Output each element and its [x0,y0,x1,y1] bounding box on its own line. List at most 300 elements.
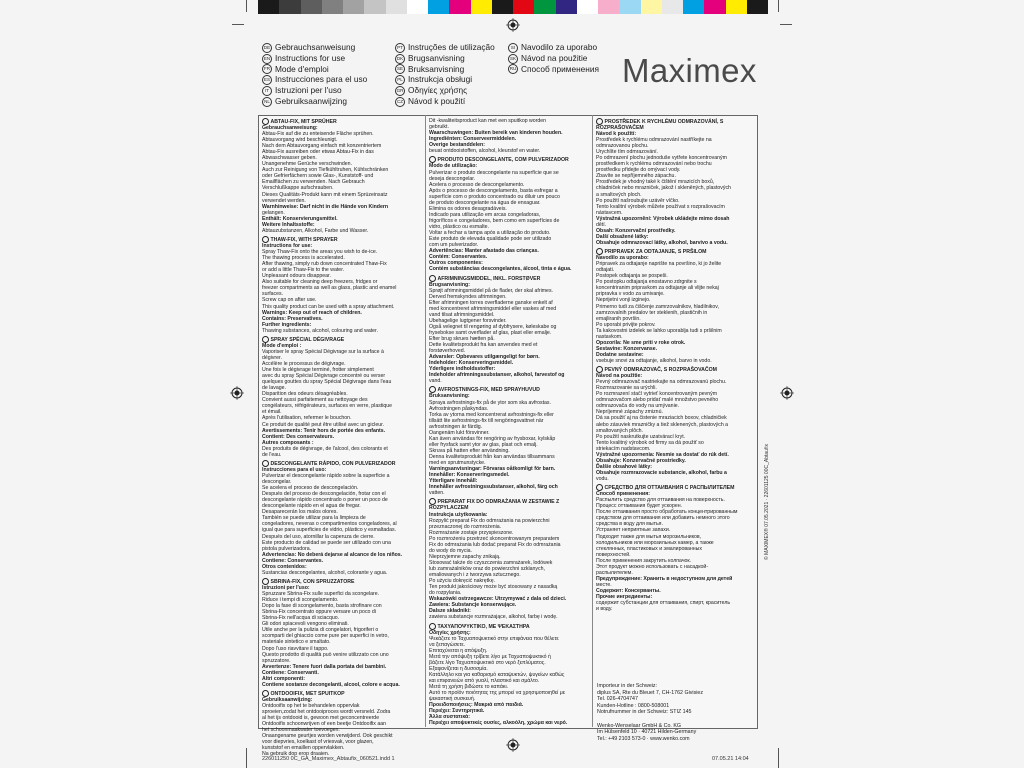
instruction-line: Αυτό το προϊόν ποιότητας της μπορεί να χρησιμοποιηθεί με [429,690,566,697]
instruction-line: Overige bestanddelen: [429,142,485,149]
instruction-line: Acelera o processo de descongelamento. [429,181,525,188]
instruction-line: Spraya avfrostnings-fix på de ytor som ska avfrostas. [429,399,551,406]
registration-mark-icon [506,738,520,752]
language-marker-icon [262,690,269,697]
instruction-line: Ta kakovostni izdelek se lahko uporablja tudi s pršilnim [596,327,722,334]
instruction-line: materiale sintetico e smaltato. [262,639,331,646]
instruction-line: Dette kvalitetsprodukt fra kan anvendes med et [429,341,538,348]
instruction-line: Thawing substances, alcohol, colouring and water. [262,327,378,334]
color-swatch [662,0,683,14]
language-label: Gebrauchsanweisung [275,42,356,52]
language-code-badge: ES [262,75,272,85]
color-swatch [343,0,364,14]
instruction-line: Ďalšie obsahové látky: [596,463,652,470]
instruction-line: nastavkom. [596,333,623,340]
instruction-line: gelangen. [262,209,285,216]
instruction-line: Obsahuje rozmrazovacie substancie, alkohol, farbu a [596,469,727,476]
language-entry [395,85,495,96]
instruction-line: Προειδοποιήσεις: Μακριά από παιδιά. [429,702,524,709]
instruction-line: Contiene sostanze decongelanti, alcool, colore e acqua. [262,681,400,688]
language-entry [508,53,599,64]
instruction-line: Ytterligare innehåll: [429,478,478,485]
instruction-line: Dopo la fase di scongelamento, basta strofinare con [262,603,382,610]
language-marker-icon [429,156,436,163]
instruction-line: Spray Thaw-Fix onto the areas you wish to de-ice. [262,249,378,256]
instruction-line: Torka av ytorna med koncentrerat avfrostnings-fix eller [429,411,554,418]
instruction-line: Ten produkt jakościowy może być stosowany z nasadką [429,584,558,591]
instruction-line: Способ применения: [596,491,650,498]
instruction-line: Innehåller: Konserveringsmedel. [429,472,510,479]
instruction-line: et émail. [262,409,282,416]
instruction-line: Распылить средство для оттаивания на поверхность. [596,497,725,504]
file-slug: 226011250 0C_GA_Maximex_Abtaufix_060521.indd 1 [262,756,395,762]
section-title: AFRIMNINGSMIDDEL, INKL. FORSTØVER [437,275,541,282]
instruction-line: Sbrina-Fix concentrato oppure versare un poco di [262,609,376,616]
instruction-line: forstøverhoved. [429,348,466,355]
instruction-line: vodu. [596,475,609,482]
instruction-line: Dá sa použiť aj na čistenie mraziacich boxov, chladničiek [596,415,727,422]
language-entry [395,74,495,85]
instruction-line: or add a little Thaw-Fix to the water. [262,267,345,274]
instruction-line: Pulverizar el descongelante rápido sobre la superficie a [262,473,390,480]
instruction-line: Contém: Conservantes. [429,254,488,261]
importer-line: diplus SA, Rte du Bleuet 7, CH-1762 Givisiez [597,689,703,696]
instruction-line: Onaangename geurtjes worden verwijderd. Ook geschikt [262,733,393,740]
instruction-line: Voltar a fechar a tampa após a utilização do produto. [429,229,551,236]
instruction-line: Rozpylić preparat Fix do odmrażania na powierzchni [429,517,550,524]
instruction-line: przeznaczonej do rozmrożenia. [429,523,502,530]
column-divider [592,115,593,727]
instruction-line: Screw cap on after use. [262,297,317,304]
instruction-line: Po odmrazení plochu jednoduše vytřete koncentrovaným [596,155,727,162]
registration-mark-icon [780,386,794,400]
instruction-line: odmrazovača do vody na umývanie. [596,403,680,410]
instruction-line: a smaltových ploch. [596,191,642,198]
instruction-line: Abwaschwasser geben. [262,155,317,162]
instruction-line: Navodilo za uporabo: [596,255,649,262]
instruction-line: kunststof en emaillen oppervlakken. [262,745,345,752]
section-heading [262,336,422,343]
instruction-section [429,386,589,496]
language-entry [262,64,367,75]
language-code-badge: NL [262,97,272,107]
section-heading [429,498,589,511]
language-code-badge: SI [508,43,518,53]
section-title: ONTDOOIFIX, MET SPUITKOP [270,690,345,697]
instruction-line: Verschlußkappe aufschrauben. [262,185,334,192]
language-marker-icon [429,623,436,630]
instruction-line: Indicado para utilização em arcas congeladoras, [429,211,541,218]
instruction-line: Desaparecerán los malos olores. [262,509,338,516]
language-marker-icon [262,336,269,343]
instruction-line: Une fois le dégivrage terminé, frotter simplement [262,367,374,374]
instruction-line: descongelante rápido concentrado o poner un poco de [262,497,388,504]
section-heading [429,156,589,163]
instruction-line: Po postopku odtajanja enostavno zdrgnite s [596,279,697,286]
importer-line: Wenko-Wenselaar GmbH & Co. KG [597,722,681,729]
instruction-line: Επιταχύνεται η απόψυξη. [429,647,488,654]
instruction-line: Oangenäm lukt försvinner. [429,429,490,436]
language-code-badge: SE [395,64,405,74]
print-timestamp: 07.05.21 14:04 [712,756,749,762]
instruction-line: superfície com o produto concentrado ou diluir um pouco [429,193,560,200]
instruction-line: descongelar. [262,479,292,486]
instruction-line: содержит субстанции для оттаивания, спирт, краситель [596,600,731,607]
instruction-line: Wskazówki ostrzegawcze: Utrzymywać z dala od dzieci. [429,596,567,603]
instruction-line: Sprøjt afrimningsmiddel på de flader, der skal afrimes. [429,287,553,294]
instruction-line: средства в воду для мытья. [596,521,663,528]
color-swatch [449,0,470,14]
section-heading [596,366,754,373]
language-label: Istruzioni per l'uso [275,85,342,96]
instruction-line: striekacím nadstavcom. [596,445,651,452]
instruction-line: Weitere Inhaltsstoffe: [262,221,315,228]
instruction-line: zamrzovalnih predalov ter steklenih, plastičnih in [596,309,708,316]
instruction-line: spruzzatore. [262,657,291,664]
crop-mark [778,748,779,768]
instruction-line: Návod na použitie: [596,373,643,380]
instruction-line: Auch zur Reinigung von Tiefkühltruhen, Kühlschränken [262,167,389,174]
crop-mark [778,0,779,12]
instruction-line: Instructions for use: [262,243,313,250]
language-entry [395,42,495,53]
instruction-line: avfrostningen är färdig. [429,423,483,430]
instruction-line: Modo de utilização: [429,163,478,170]
instruction-line: Tento kvalitní výrobek můžete používat s rozprašovacím [596,203,725,210]
instruction-line: alebo zásuviek mrazničky a tiež sklenených, plastových a [596,421,729,428]
instruction-line: Ce produit de qualité peut être utilisé avec un gicleur. [262,421,384,428]
section-heading [429,623,589,630]
section-heading [262,690,422,697]
instruction-line: Κατάλληλο και για καθαρισμό καταψυκτών, ψυγείων καθώς [429,671,565,678]
instruction-line: Postopek odtajanja se pospeši. [596,273,668,280]
language-marker-icon [262,236,269,243]
language-marker-icon [596,118,603,125]
instruction-line: να ξεπαγώσετε. [429,641,466,648]
instruction-line: lub zamrażalników oraz do powierzchni szklanych, [429,565,545,572]
instruction-line: Ubehagelige lugtgener forsvinder. [429,317,507,324]
instruction-section [429,498,589,620]
instruction-section [429,118,589,154]
instruction-line: Устраняет неприятные запахи. [596,527,671,534]
color-swatch [279,0,300,14]
instruction-line: koncentriranim pripravkom za odtajanje ali vlijte nekaj [596,285,719,292]
instruction-section [262,460,422,576]
color-swatch [301,0,322,14]
instruction-line: Advertencias: No deberá dejarse al alcance de los niños. [262,551,403,558]
instruction-line: Efter afrimningen torres overfladerne ganske enkelt af [429,299,553,306]
instruction-line: Процесс оттаивания будет ускорен. [596,503,683,510]
instruction-line: Unpleasant odours disappear. [262,273,331,280]
instruction-line: Avfrostningen påskyndas. [429,405,489,412]
instruction-line: do wody do mycia. [429,547,472,554]
instruction-line: Pevný odmrazovač nastriekajte na odmrazovanú plochu. [596,379,727,386]
instruction-line: Elimina os odores desagradáveis. [429,205,507,212]
importer-info [597,683,703,742]
instruction-section [262,578,422,688]
language-entry [508,64,599,75]
instruction-line: Also suitable for cleaning deep freezers, fridges or [262,279,378,286]
instruction-line: Yderligere indholdsstoffer: [429,366,496,373]
instruction-line: vatten. [429,490,445,497]
instruction-line: Urychlíte tím odmrazování. [596,149,658,156]
section-title: ABTAU-FIX, MIT SPRÜHER [270,118,337,125]
instruction-line: emajliranih površin. [596,315,641,322]
instruction-line: frigoríficos e congeladores, bem como em superfícies de [429,217,560,224]
language-label: Способ применения [521,63,599,74]
instruction-line: Efter brug skrues hætten på. [429,335,495,342]
instruction-line: Obsah: Konzervační prostředky. [596,227,676,234]
instruction-line: Spruzzare Sbrina-Fix sulle superfici da scongelare. [262,591,380,598]
instruction-line: het schoonmaakwater toevoegen. [262,727,340,734]
instruction-line: Po uporabi privijte pokrov. [596,321,656,328]
instruction-line: Innehåller avfrostningssubstanser, alkohol, färg och [429,484,558,491]
instruction-line: After thawing, simply rub down concentrated Thaw-Fix [262,261,387,268]
instruction-line: sproeien,zodat het ontdooiproces wordt versneld. Zodra [262,709,391,716]
instruction-line: Avertissements: Tenir hors de portée des enfants. [262,427,386,434]
importer-line: Importeur in der Schweiz: [597,683,658,689]
instruction-line: ψεκαστική συσκευή. [429,696,476,703]
language-entry [395,53,495,64]
instruction-line: Περιέχει αποψυκτικές ουσίες, αλκοόλη, χρώμα και νερό. [429,720,568,727]
instruction-line: freezer compartments as well as glass, plastic and enamel [262,285,397,292]
instruction-line: smaltovaných plôch. [596,427,643,434]
instruction-line: Après l'utilisation, refermer le bouchon. [262,415,352,422]
instruction-line: Výstražné upozornenia: Nesmie sa dostať do rúk detí. [596,451,729,458]
instruction-line: Warnhinweise: Darf nicht in die Hände von Kindern [262,203,389,210]
language-marker-icon [262,460,269,467]
instruction-line: Zbavíte se nepříjemného zápachu. [596,173,676,180]
instruction-line: También se puede utilizar para la limpieza de [262,515,366,522]
brand-logo: Maximex [622,52,757,89]
instruction-section [596,248,754,364]
instruction-line: Se acelera el proceso de descongelación. [262,485,359,492]
instruction-line: Μετά την απόψυξη τρίβετε λίγο με Ταχυαποψυκτικό ή [429,653,551,660]
instruction-line: Después del uso, atornillar la caperuza de cierre. [262,533,375,540]
instruction-line: The thawing process is accelerated. [262,255,345,262]
language-code-badge: GR [395,86,405,96]
instruction-line: Primerno tudi za čiščenje zamrzovalnikov, hladilnikov, [596,303,719,310]
language-label: Gebruiksaanwijzing [275,96,347,107]
language-marker-icon [596,248,603,255]
language-label: Návod na použitie [521,52,588,63]
instruction-section [262,690,422,757]
instruction-line: Εξαφανίζεται η δυσοσμία. [429,665,488,672]
section-title: ΤΑΧΥΑΠΟΨΥΚΤΙΚΟ, ΜΕ ΨΕΚΑΣΤΗΡΑ [437,623,530,630]
instruction-line: Questo prodotto di qualità può venire utilizzato con uno [262,651,389,658]
instruction-line: Convient aussi parfaitement au nettoyage des [262,397,368,404]
instruction-line: Zawiera: Substancje konserwujące. [429,602,517,609]
vertical-print-info: © MAXIMEX® 07.05.2021 · 22601125 00C_Abtaufix [764,444,770,560]
instruction-line: Contém substâncias descongelantes, álcool, tinta e água. [429,266,572,273]
section-title: PEVNÝ ODMRAZOVAČ, S ROZPRAŠOVAČOM [604,367,717,374]
instruction-line: Warnings: Keep out of reach of children. [262,309,362,316]
language-entry [262,96,367,107]
section-heading [596,118,754,131]
instruction-line: Этот продукт можно использовать с насадкой- [596,563,709,570]
language-code-badge: PL [395,75,405,85]
instruction-line: Na gebruik dop erop draaien. [262,751,330,758]
instruction-line: Nepríjemné zápachy zmiznú. [596,409,663,416]
instruction-line: Gebruiksaanwijzing: [262,697,313,704]
instruction-line: Derved fremskyndes afrimningen. [429,293,507,300]
instruction-line: Outros componentes: [429,260,483,267]
section-title: PREPARAT FIX DO ODMRAŻANIA W ZESTAWIE Z ROZPYLACZEM [429,499,560,512]
instruction-line: Opozorila: Ne sme priti v roke otrok. [596,339,686,346]
instruction-line: Otros contenidos: [262,563,307,570]
instruction-line: pistola pulverizadora. [262,545,312,552]
section-title: AVFROSTNINGS-FIX, MED SPRAYHUVUD [437,387,540,394]
instruction-line: Abtau-Fix auf die zu enteisende Fläche sprühen. [262,131,374,138]
language-entry [262,42,367,53]
instruction-line: Подходит также для мытья морозильников, [596,533,702,540]
instruction-line: Dodatne sestavine: [596,351,644,358]
instruction-line: Emailflächen zu verwenden. Nach Gebrauch [262,179,365,186]
instruction-line: Skruva på hatten efter användning. [429,447,510,454]
language-code-badge: CZ [395,97,405,107]
instruction-line: Ontdooifix schoonwrijven of een beetje Ontdooifix aan [262,721,387,728]
instruction-line: odtajati. [596,267,615,274]
instruction-line: Οδηγίες χρήσης: [429,629,471,636]
instruction-line: После применения закрутить колпачок. [596,557,692,564]
instruction-line: prostředku přidejte do omývací vody. [596,167,681,174]
color-swatch [577,0,598,14]
instruction-line: surfaces. [262,291,284,298]
color-swatch [471,0,492,14]
section-heading [262,118,422,125]
instruction-line: Advertências: Manter afastado das crianças. [429,248,539,255]
instruction-line: Contains: Preservatives. [262,315,323,322]
instruction-line: Dopo l'uso riavvitare il tappo. [262,645,329,652]
instruction-line: Pulverizar o produto descongelante na superfície que se [429,169,559,176]
instruction-line: odmrazovačom alebo pridať malé množstvo pevného [596,397,719,404]
instruction-line: Indeholder: Konserveringsmiddel. [429,360,514,367]
section-title: PROSTŘEDEK K RYCHLÉMU ODMRAZOVÁNÍ, S ROZPRAŠOVAČEM [596,118,724,131]
importer-line: Tel.: +49 2103 573-0 · www.wenko.com [597,735,690,742]
language-marker-icon [596,366,603,373]
instruction-line: deseja descongelar. [429,175,476,182]
color-swatch [428,0,449,14]
registration-mark-icon [506,18,520,32]
instruction-line: Des produits de dégivrage, de l'alcool, des colorants et [262,445,388,452]
language-entry [395,64,495,75]
instruction-line: igual que para superficies de vidrio, plástico y esmaltadas. [262,527,397,534]
instruction-line: med koncentreret afrimningsmiddel eller vaskes af med [429,305,557,312]
instruction-section [262,336,422,458]
instruction-line: vidro, plástico ou esmalte. [429,223,489,230]
language-label: Návod k použití [408,96,466,107]
color-swatch [386,0,407,14]
language-marker-icon [429,386,436,393]
instruction-line: Instrukcja użytkowania: [429,511,488,518]
section-heading [429,275,589,282]
color-swatch [407,0,428,14]
instruction-line: Enthält: Konservierungsmittel. [262,215,338,222]
section-heading [262,578,422,585]
language-list [395,42,495,107]
section-title: DESCONGELANTE RÁPIDO, CON PULVERIZADOR [270,460,396,467]
color-swatch [364,0,385,14]
importer-line: Kunden-Hotline : 0800-508001 [597,702,670,709]
instruction-section [596,484,754,612]
instruction-line: Este produto de elevada qualidade pode ser utilizado [429,236,552,243]
crop-mark [246,748,247,768]
section-heading [596,248,754,255]
section-title: СРЕДСТВО ДЛЯ ОТТАИВАНИЯ С РАСПЫЛИТЕЛЕМ [604,485,735,492]
instruction-line: Ontdooifix op het te behandelen oppervlak [262,703,360,710]
language-list [508,42,599,74]
instruction-line: Sestavine: Konzervanse. [596,345,658,352]
column-divider [425,115,426,727]
instruction-line: voor diepvries, koelkast of vriesvak, voor glazen, [262,739,374,746]
instruction-line: congélateurs, réfrigérateurs, surfaces en verre, plastique [262,403,393,410]
instruction-line: dětí. [596,221,607,228]
language-label: Οδηγίες χρήσης [408,85,468,96]
instruction-line: Tento kvalitný výrobok od firmy sa dá použiť so [596,439,704,446]
section-heading [262,460,422,467]
instruction-line: zawiera substancje rozmrażające, alkohol, farbę i wodę. [429,614,558,621]
instruction-line: и воду. [596,606,613,613]
language-entry [262,53,367,64]
crop-mark [246,0,247,12]
instruction-line: Contiene: Conservanti. [262,669,319,676]
instruction-line: com um pulverizador. [429,242,479,249]
instruction-line: Gli odori spiacevoli vengono eliminati. [262,621,349,628]
color-swatch [322,0,343,14]
instruction-line: Brugsanvisning: [429,281,470,288]
instruction-line: Unangenehme Gerüche verschwinden. [262,161,352,168]
instruction-line: dégivrer. [262,355,282,362]
instruction-line: Advarsler: Opbevares utilgængeligt for børn. [429,354,540,361]
instruction-line: Прочие ингредиенты: [596,593,653,600]
color-swatch [641,0,662,14]
instruction-line: Kan även användas för rengöring av frysboxar, kylskåp [429,435,556,442]
text-column-3 [596,118,754,678]
instruction-line: Waarschuwingen: Buiten bereik van kinderen houden. [429,130,563,137]
instruction-line: pripravka v vodo za umivanje. [596,291,665,298]
language-label: Instructions for use [275,52,346,63]
instruction-line: Prostředek k rychlému odmrazování nastříkejte na [596,137,712,144]
instruction-line: Indeholder afrimningssubstanser, alkohol, farvestof og [429,372,565,379]
instruction-line: vand. [429,378,442,385]
instruction-line: descongelante rápido en el agua de fregar. [262,503,361,510]
instruction-line: месте. [596,581,612,588]
instruction-line: congeladores, neveras o compartimentos congeladores, al [262,521,397,528]
language-label: Mode d'emploi [275,63,329,74]
instruction-line: Stosować także do czyszczenia zamrażarek, lodówek [429,559,553,566]
instruction-line: και επιφανειών από γυαλί, πλαστικό και σμάλτο. [429,677,540,684]
instruction-line: Περιέχει: Συντηρητικά. [429,708,485,715]
instruction-line: стеклянных, пластиковых и эмалированных [596,545,702,552]
color-swatch [258,0,279,14]
instruction-line: Disparition des odeurs désagréables. [262,391,348,398]
instruction-line: frysebokse samt overflader af glas, plast eller emalje. [429,329,552,336]
instruction-line: chladniček nebo mrazniček, jakož i skleněných, plastových [596,185,731,192]
text-column-2 [429,118,589,727]
instruction-line: verwendet werden. [262,197,306,204]
language-entry [508,42,599,53]
instruction-line: Μετά τη χρήση βιδώστε το καπάκι. [429,683,509,690]
color-swatch [726,0,747,14]
language-code-badge: RU [508,64,518,74]
color-swatch [556,0,577,14]
instruction-line: de l'eau. [262,451,282,458]
crop-mark [232,24,244,25]
section-title: PRODUTO DESCONGELANTE, COM PULVERIZADOR [437,157,569,164]
instruction-line: de produto descongelante na água de enxaguar. [429,199,541,206]
instruction-line: После оттаивания просто обработать концентрированным [596,509,738,516]
instruction-line: Após o processo de descongelamento, basta esfregar a [429,187,558,194]
